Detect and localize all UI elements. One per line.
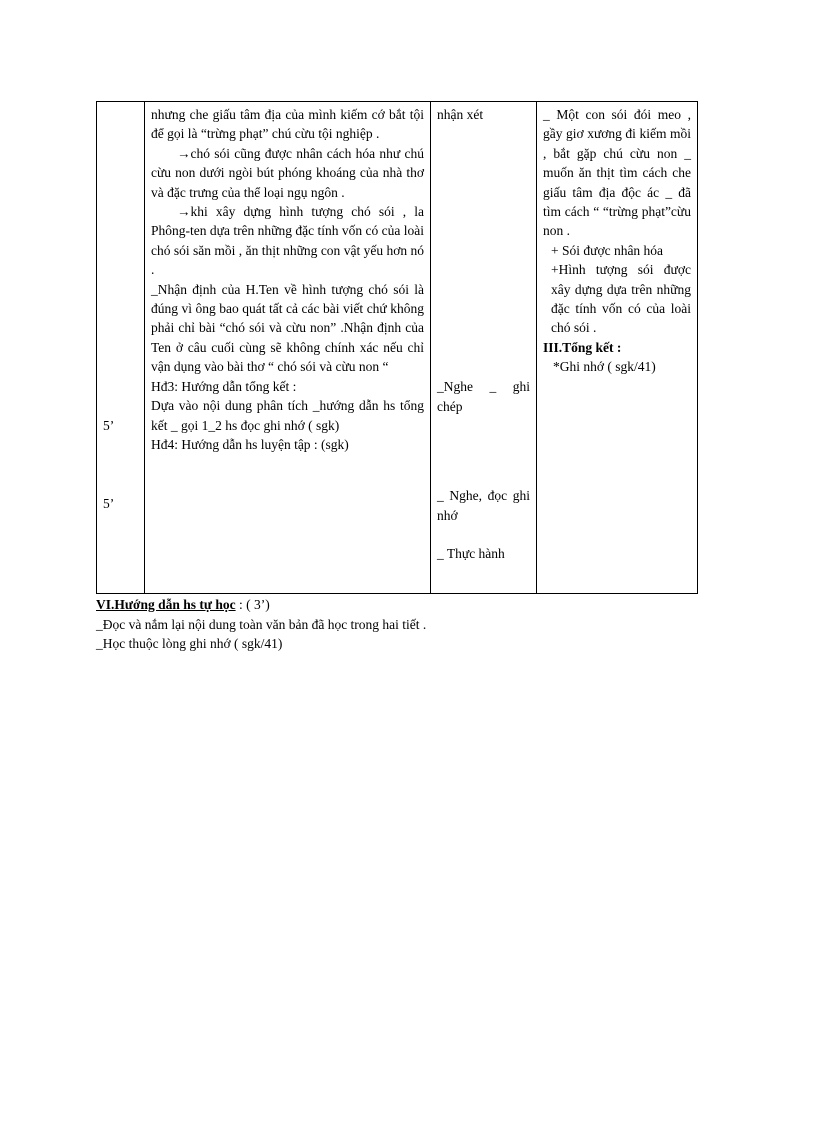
self-study-duration: : ( 3’): [235, 597, 270, 612]
lesson-table: [96, 101, 698, 594]
student-activity: _ Nghe, đọc ghi nhớ: [437, 488, 530, 523]
student-activity-column: [431, 102, 537, 594]
content-column: [537, 102, 698, 594]
self-study-heading: VI.Hướng dẫn hs tự học: [96, 597, 236, 612]
student-activity: _Nghe _ ghi chép: [437, 379, 530, 414]
content-paragraph: *Ghi nhớ ( sgk/41): [553, 359, 656, 375]
teacher-activity-column: [145, 102, 431, 594]
self-study-line: _Đọc và nắm lại nội dung toàn văn bản đã học trong hai tiết .: [96, 616, 427, 632]
content-paragraph: _ Một con sói đói meo , gầy giơ xương đi kiếm mồi , bắt gặp chú cừu non _ muốn ăn thịt tìm cách che giấu tâm địa độc ác _ đã tìm cách “ “trừng phạt”cừu non .: [543, 107, 691, 239]
time-hd4: 5’: [103, 496, 115, 511]
activity-paragraph: _Nhận định của H.Ten về hình tượng chó sói là đúng vì ông bao quát tất cả các bài viết chứ không phải chỉ bài “chó sói và cừu non” .Nhận định của Ten ở câu cuối cùng sẽ không chính xác nếu chỉ vận dụng vào bài thơ “ chó sói và cừu non “: [151, 281, 424, 375]
activity-paragraph: Dựa vào nội dung phân tích _hướng dẫn hs tổng kết _ gọi 1_2 hs đọc ghi nhớ ( sgk): [151, 398, 424, 433]
time-column: [97, 102, 145, 594]
student-activity: nhận xét: [437, 107, 484, 122]
self-study-section: [96, 595, 426, 654]
activity-heading-hd3: Hđ3: Hướng dẫn tổng kết :: [151, 378, 297, 394]
content-paragraph: + Sói được nhân hóa: [551, 242, 664, 258]
self-study-title: [96, 595, 426, 615]
table-row: [97, 102, 698, 594]
content-paragraph: +Hình tượng sói được xây dựng dựa trên những đặc tính vốn có của loài chó sói .: [551, 262, 691, 336]
activity-paragraph: →chó sói cũng được nhân cách hóa như chú cừu non dưới ngòi bút phóng khoáng của nhà thơ và đặc trưng của thể loại ngụ ngôn .: [151, 145, 424, 200]
activity-paragraph: nhưng che giấu tâm địa của mình kiếm cớ bắt tội để gọi là “trừng phạt” chú cừu tội nghiệp .: [151, 107, 424, 142]
self-study-line: _Học thuộc lòng ghi nhớ ( sgk/41): [96, 636, 283, 651]
student-activity: _ Thực hành: [437, 546, 505, 562]
activity-paragraph: →khi xây dựng hình tượng chó sói , la Phông-ten dựa trên những đặc tính vốn có của loài chó sói săn mồi , ăn thịt những con vật yếu hơn nó .: [151, 204, 424, 278]
activity-heading-hd4: Hđ4: Hướng dẫn hs luyện tập : (sgk): [151, 436, 349, 452]
section-heading-tong-ket: III.Tổng kết :: [543, 339, 622, 355]
time-hd3: 5’: [103, 418, 115, 433]
